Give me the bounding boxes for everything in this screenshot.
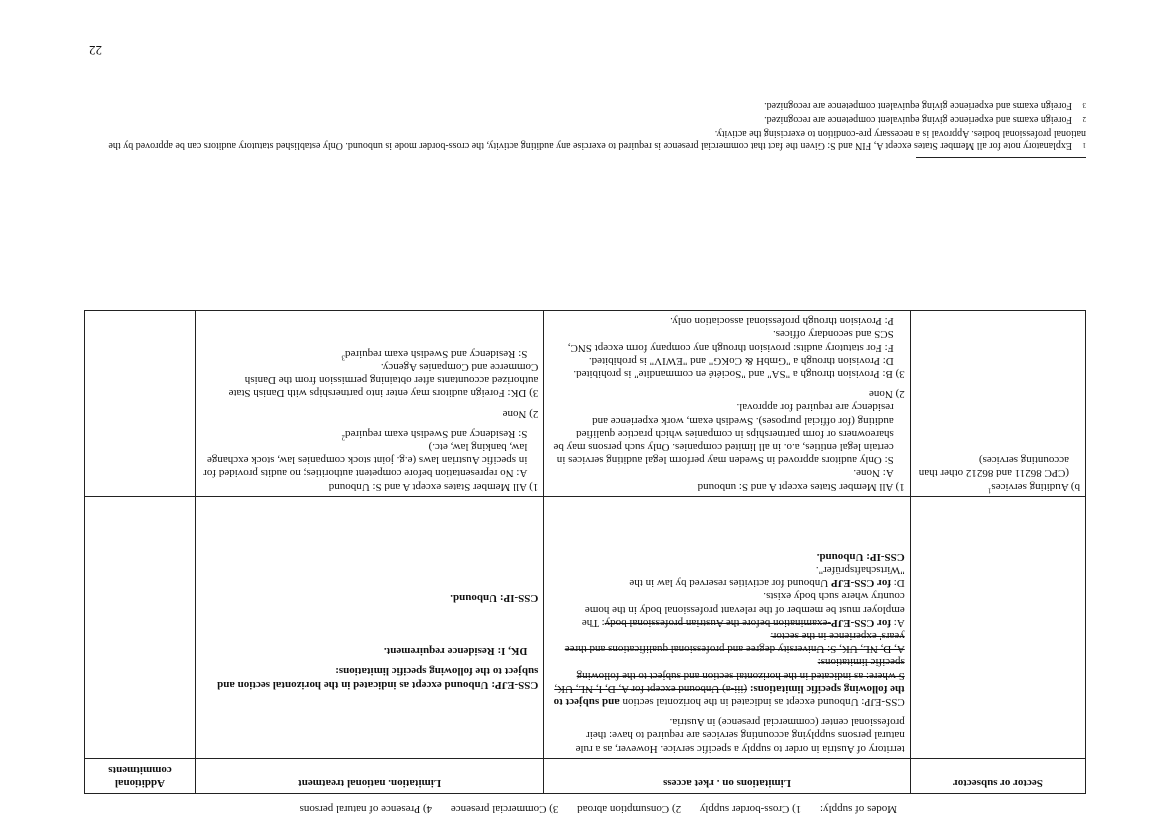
nt-auditing-mode3-s: S: Residency and Swedish exam required$^3$ (341, 347, 528, 362)
nt-auditing-mode2: 2) None (502, 407, 539, 420)
ma-auditing-mode3-b: 3) B: Provision through a "SA" and "Société en commandite" is prohibited. (573, 367, 905, 380)
ma-auditing-mode2: 2) None (868, 388, 905, 401)
header-market-access: Limitations on . rket access (544, 758, 910, 793)
ma-intro: territory of Austria in order to supply a specific service. However, as a rule natural persons supplying accounting services are required to have: their professional center (commercial presence) in Austria. (575, 716, 905, 755)
mode-3: 3) Commercial presence (450, 803, 559, 815)
footnote-3: 3Foreign exams and experience giving equivalent competence are recognized. (764, 100, 1086, 111)
mode-1: 1) Cross-border supply (699, 803, 802, 815)
header-additional-commitments: Additional commitments (85, 758, 196, 793)
cell-additional-accounting (85, 496, 196, 758)
modes-label: Modes of supply: (820, 803, 897, 815)
ma-auditing-mode3-d: D: Provision through a "GmbH & CoKG" and "EWIV" is prohibited. (588, 354, 894, 367)
ma-css-ip: CSS-IP: Unbound. (816, 550, 905, 563)
sector-auditing-title: b) Auditing services$^1$ (987, 480, 1080, 495)
nt-auditing-mode3-dk: 3) DK: Foreign auditors may enter into partnerships with Danish State authorized accountants after obtaining permission from the Danish Commerce and Companies Agency. (228, 360, 539, 400)
nt-auditing-mode1-a: A: No representation before competent authorities; no audits provided for in specific Austrian laws (e.g. joint stock companies law, stock exchange law, banking law, etc.) (203, 440, 528, 480)
cell-additional-auditing (85, 310, 196, 496)
footnote-divider (916, 157, 1086, 158)
page-number: 22 (89, 43, 102, 58)
cell-national-treatment-auditing (195, 310, 543, 496)
ma-css-ejp: CSS-EJP: Unbound except as indicated in the horizontal section and subject to the following specific limitations: (iii-a) Unbound except for A, D, I, NL, UK, S where: as indicated in the horizontal section and subject to the following specific limitations: (553, 656, 905, 708)
footnote-2: 2Foreign exams and experience giving equivalent competence are recognized. (764, 114, 1086, 125)
table-row-auditing (85, 310, 1086, 496)
sector-auditing-cpc: (CPC 86211 and 86212 other than accounting services) (918, 454, 1069, 480)
cell-sector-empty (910, 496, 1085, 758)
cell-market-access-accounting (544, 496, 910, 758)
nt-auditing-mode1-s: S: Residency and Swedish exam required$^2$ (341, 427, 528, 442)
ma-struck-degree: A, D, NL, UK, S: University degree and professional qualifications and three years' experience in the sector. (564, 629, 905, 656)
mode-4: 4) Presence of natural persons (299, 803, 433, 815)
table-header-row (85, 758, 1086, 793)
modes-of-supply-line (97, 802, 897, 815)
cell-market-access-auditing (544, 310, 910, 496)
ma-auditing-mode1-s: S: Only auditors approved in Sweden may perform legal auditing services in certain legal entities, a.o. in all limited companies. Only such persons may be shareowners or form partnerships in companies which practice qualified auditing (for official purposes). Swedish exam, work experience and residency are required for approval. (553, 401, 894, 467)
schedule-table (84, 310, 1086, 794)
nt-css-ejp: CSS-EJP: Unbound except as indicated in the horizontal section and subject to the following specific limitations: (217, 665, 539, 691)
ma-auditing-mode1: 1) All Member States except A and S: unbound (697, 480, 905, 493)
cell-national-treatment-accounting (195, 496, 543, 758)
cell-sector-auditing (910, 310, 1085, 496)
table-row-accounting-continued (85, 496, 1086, 758)
ma-auditing-mode3-f: F: For statutory audits: provision through any company form except SNC, SCS and secondary offices. (567, 328, 894, 354)
header-national-treatment: Limitation. national treatment (195, 758, 543, 793)
mode-2: 2) Consumption abroad (577, 803, 682, 815)
nt-css-ip: CSS-IP: Unbound. (450, 591, 539, 604)
ma-struck-iii-a: (iii-a) Unbound except for A, D, I, NL, UK, S where: as indicated in the horizontal section and subject to the following specific limitations: (554, 656, 905, 695)
nt-auditing-mode1: 1) All Member States except A and S: Unbound (328, 480, 539, 493)
ma-germany-clause: D: for CSS-EJP Unbound for activities reserved by law in the "Wirtschaftsprüfer". (629, 563, 905, 590)
ma-auditing-mode1-a: A: None. (853, 467, 894, 480)
footnote-1: 1Explanatory note for all Member States except A, FIN and S: Given the fact that commercial presence is required to exercise any auditing activity, the cross-border mode is unbound. Only established statutory auditors can be approved by the national professional bodies. Approval is a necessary pre-condition to exercising the activity. (108, 128, 1086, 151)
header-sector: Sector or subsector (910, 758, 1085, 793)
ma-auditing-mode3-p: P: Provision through professional association only. (670, 315, 894, 328)
ma-austria-clause: A: for CSS-EJP-examination before the Austrian professional body: The employer must be member of the relevant professional body in the home country where such body exists. (581, 590, 905, 629)
nt-residence: DK, I: Residence requirement. (383, 645, 528, 658)
